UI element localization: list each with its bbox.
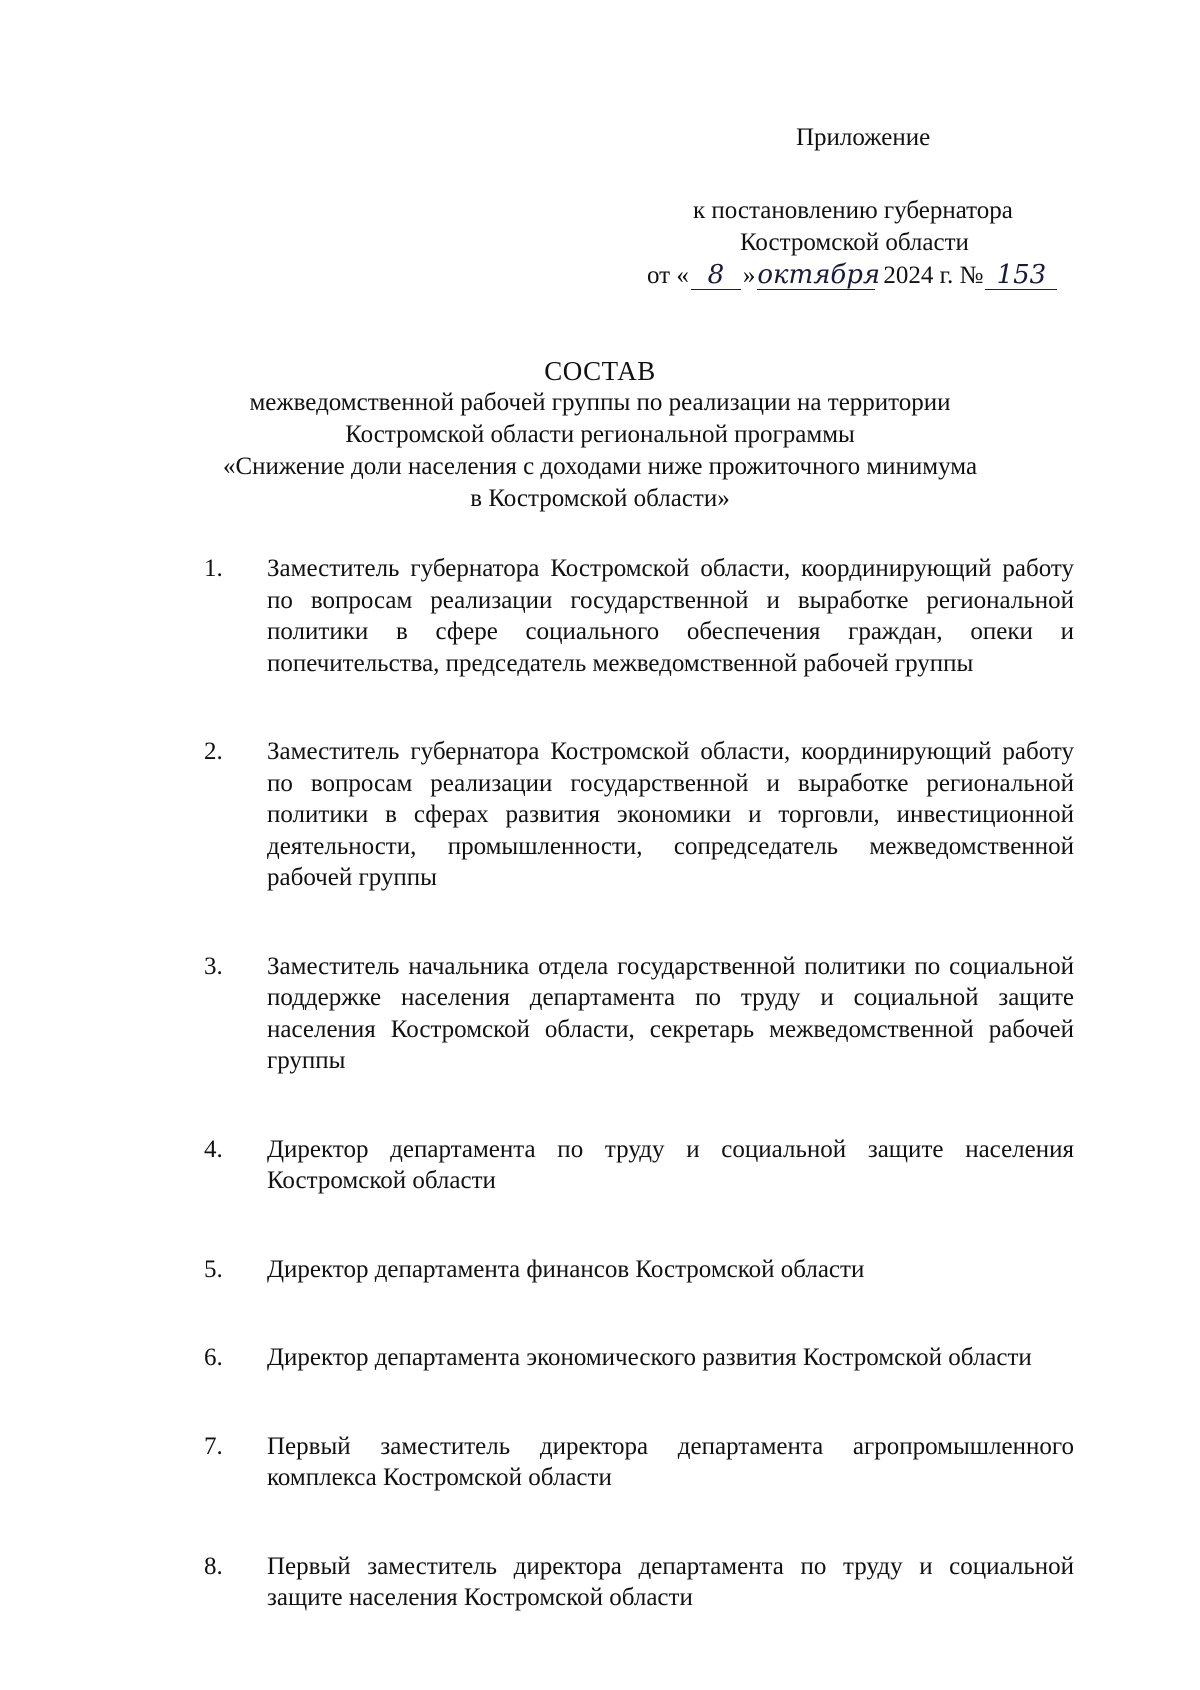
list-item: [204, 736, 1074, 894]
handwritten-day: 8: [691, 261, 741, 290]
list-item: [204, 1431, 1074, 1494]
list-item: [204, 1254, 1074, 1286]
list-item: [204, 951, 1074, 1077]
decree-date-line: [647, 260, 1059, 292]
list-item-text: Директор департамента по труду и социальной защите населения Костромской области: [267, 1135, 1074, 1194]
list-item: [204, 553, 1074, 679]
title-line-1: межведомственной рабочей группы по реализации на территории: [249, 389, 951, 416]
list-item-number: 5.: [204, 1255, 223, 1283]
list-item: [204, 1551, 1074, 1614]
date-prefix: от «: [647, 262, 689, 289]
list-item-text: Директор департамента экономического развития Костромской области: [267, 1344, 1032, 1371]
members-list: [204, 553, 1074, 1614]
list-item-text: Заместитель губернатора Костромской области, координирующий работу по вопросам реализации государственной и выработке региональной политики в сфере социального обеспечения граждан, опеки и попечительства, председатель межведомственной рабочей группы: [267, 555, 1074, 677]
list-item-number: 8.: [204, 1552, 223, 1580]
handwritten-decree-number: 153: [985, 261, 1057, 290]
list-item-number: 2.: [204, 738, 223, 765]
decree-reference-line: к постановлению губернатора: [693, 197, 1013, 224]
list-item-number: 6.: [204, 1344, 223, 1371]
list-item: [204, 1134, 1074, 1197]
title-main: СОСТАВ: [544, 356, 656, 386]
list-item-text: Директор департамента финансов Костромской области: [267, 1255, 865, 1283]
title-line-4: в Костромской области»: [470, 485, 730, 512]
list-item-text: Заместитель губернатора Костромской области, координирующий работу по вопросам реализации государственной и выработке региональной политики в сферах развития экономики и торговли, инвестиционной деятельности, промышленности, сопредседатель межведомственной рабочей группы: [267, 738, 1074, 891]
list-item-number: 3.: [204, 952, 223, 980]
list-item-text: Первый заместитель директора департамента агропромышленного комплекса Костромской области: [267, 1432, 1074, 1491]
list-item: [204, 1342, 1074, 1374]
list-item-text: Первый заместитель директора департамента по труду и социальной защите населения Костромской области: [267, 1552, 1074, 1611]
title-line-2: Костромской области региональной программы: [345, 421, 855, 448]
date-mid: »: [742, 262, 756, 289]
handwritten-month: октября: [757, 260, 881, 290]
document-title: [140, 355, 1060, 515]
list-item-number: 4.: [204, 1135, 223, 1163]
date-year: 2024 г. №: [883, 262, 984, 289]
title-line-3: «Снижение доли населения с доходами ниже прожиточного минимума: [222, 453, 978, 480]
list-item-text: Заместитель начальника отдела государственной политики по социальной поддержке населения департамента по труду и социальной защите населения Костромской области, секретарь межведомственной рабочей группы: [267, 952, 1074, 1074]
decree-region-line: Костромской области: [740, 229, 969, 256]
annex-label: Приложение: [796, 124, 931, 151]
list-item-number: 1.: [204, 555, 223, 582]
list-item-number: 7.: [204, 1432, 223, 1460]
